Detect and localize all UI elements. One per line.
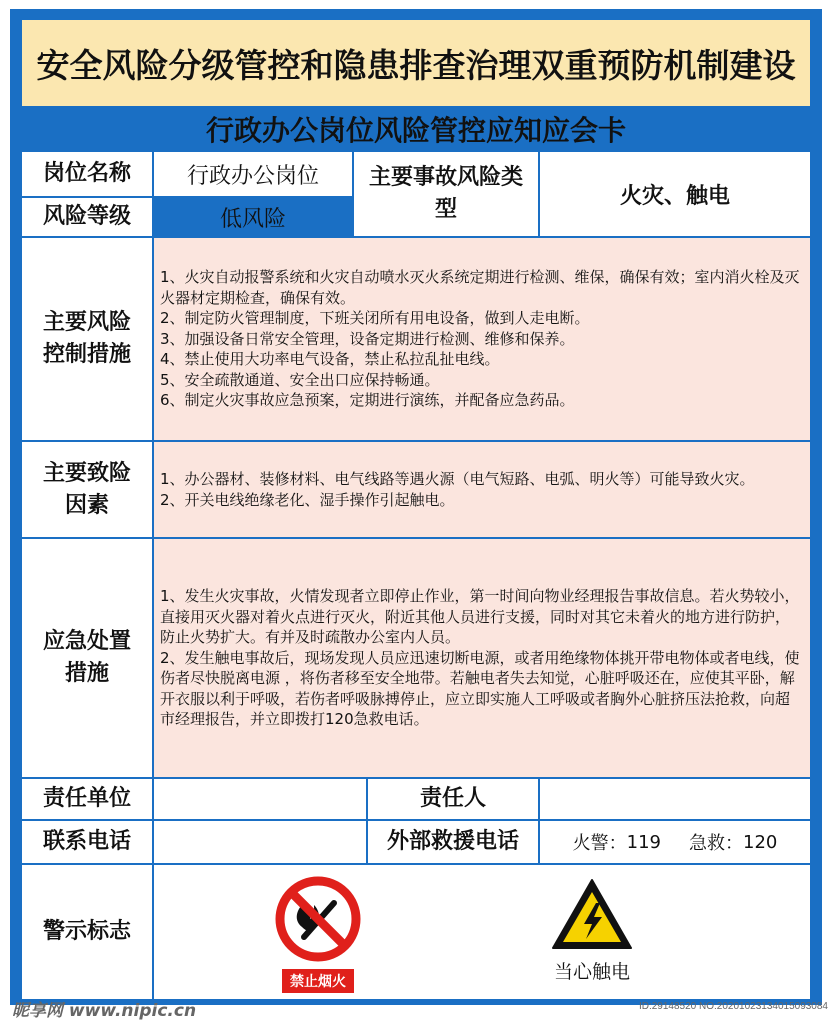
risk-level-value: 低风险: [154, 198, 352, 236]
risk-level-label: 风险等级: [22, 198, 152, 236]
responsible-unit-label: 责任单位: [22, 779, 152, 819]
control-measures-label: 主要风险控制措施: [22, 238, 152, 440]
no-smoking-fire-icon: [274, 875, 362, 963]
page-title: 安全风险分级管控和隐患排查治理双重预防机制建设: [22, 20, 810, 106]
list-item: 5、安全疏散通道、安全出口应保持畅通。: [160, 370, 440, 389]
ambulance-number: 120: [743, 831, 778, 853]
image-id: ID:29148520 NO:20201023134015093084: [638, 1001, 828, 1012]
responsible-unit-value: [154, 779, 366, 819]
rescue-phone-numbers: [540, 821, 810, 863]
warning-signs-area: [154, 865, 810, 999]
fire-number: 119: [626, 831, 661, 853]
no-fire-caption: 禁止烟火: [282, 969, 354, 993]
risk-card: [10, 9, 822, 1005]
control-measures-text: [154, 238, 810, 440]
electric-caption: 当心触电: [553, 961, 630, 983]
list-item: 2、发生触电事故后，现场发现人员应迅速切断电源，或者用绝缘物体挑开带电物体或者电线，使伤者尽快脱离电源 ，将伤者移至安全地带。若触电者失去知觉，心脏呼吸还在，应使其平卧，解开衣服以利于呼吸，若伤者呼吸脉搏停止，应立即实施人工呼吸或者胸外心脏挤压法抢救，向超市经理报告，并立即拨打120急救电话。: [160, 648, 800, 729]
list-item: 6、制定火灾事故应急预案，定期进行演练，并配备应急药品。: [160, 391, 575, 410]
list-item: 1、发生火灾事故，火情发现者立即停止作业，第一时间向物业经理报告事故信息。若火势较小，直接用灭火器对着火点进行灭火，附近其他人员进行支援，同时对其它未着火的地方进行防护，防止火势扩大。有并及时疏散办公室内人员。: [160, 587, 800, 647]
risk-factors-label: 主要致险因素: [22, 442, 152, 537]
list-item: 2、制定防火管理制度，下班关闭所有用电设备，做到人走电断。: [160, 309, 590, 328]
electric-shock-warning-icon: [550, 877, 634, 951]
no-fire-sign: [274, 875, 362, 993]
rescue-phone-label: 外部救援电话: [368, 821, 538, 863]
risk-factors-text: [154, 442, 810, 537]
watermark: 昵享网 www.nipic.cn: [12, 1001, 197, 1021]
contact-phone-label: 联系电话: [22, 821, 152, 863]
electric-shock-sign: [550, 877, 634, 984]
emergency-text: [154, 539, 810, 777]
responsible-person-label: 责任人: [368, 779, 538, 819]
list-item: 1、火灾自动报警系统和火灾自动喷水灭火系统定期进行检测、维保，确保有效；室内消火栓及灭火器材定期检查，确保有效。: [160, 268, 800, 307]
post-name-label: 岗位名称: [22, 152, 152, 196]
fire-label: 火警：: [572, 833, 627, 854]
warning-signs-label: 警示标志: [22, 865, 152, 999]
accident-type-value: 火灾、触电: [540, 152, 810, 236]
list-item: 4、禁止使用大功率电气设备，禁止私拉乱扯电线。: [160, 350, 500, 369]
accident-type-label: 主要事故风险类型: [354, 152, 538, 236]
post-name-value: 行政办公岗位: [154, 152, 352, 196]
emergency-label: 应急处置措施: [22, 539, 152, 777]
list-item: 1、办公器材、装修材料、电气线路等遇火源（电气短路、电弧、明火等）可能导致火灾。: [160, 470, 755, 488]
ambulance-label: 急救：: [689, 833, 743, 854]
list-item: 2、开关电线绝缘老化、湿手操作引起触电。: [160, 490, 455, 509]
card-subtitle: 行政办公岗位风险管控应知应会卡: [22, 108, 810, 150]
responsible-person-value: [540, 779, 810, 819]
contact-phone-value: [154, 821, 366, 863]
list-item: 3、加强设备日常安全管理，设备定期进行检测、维修和保养。: [160, 329, 575, 348]
